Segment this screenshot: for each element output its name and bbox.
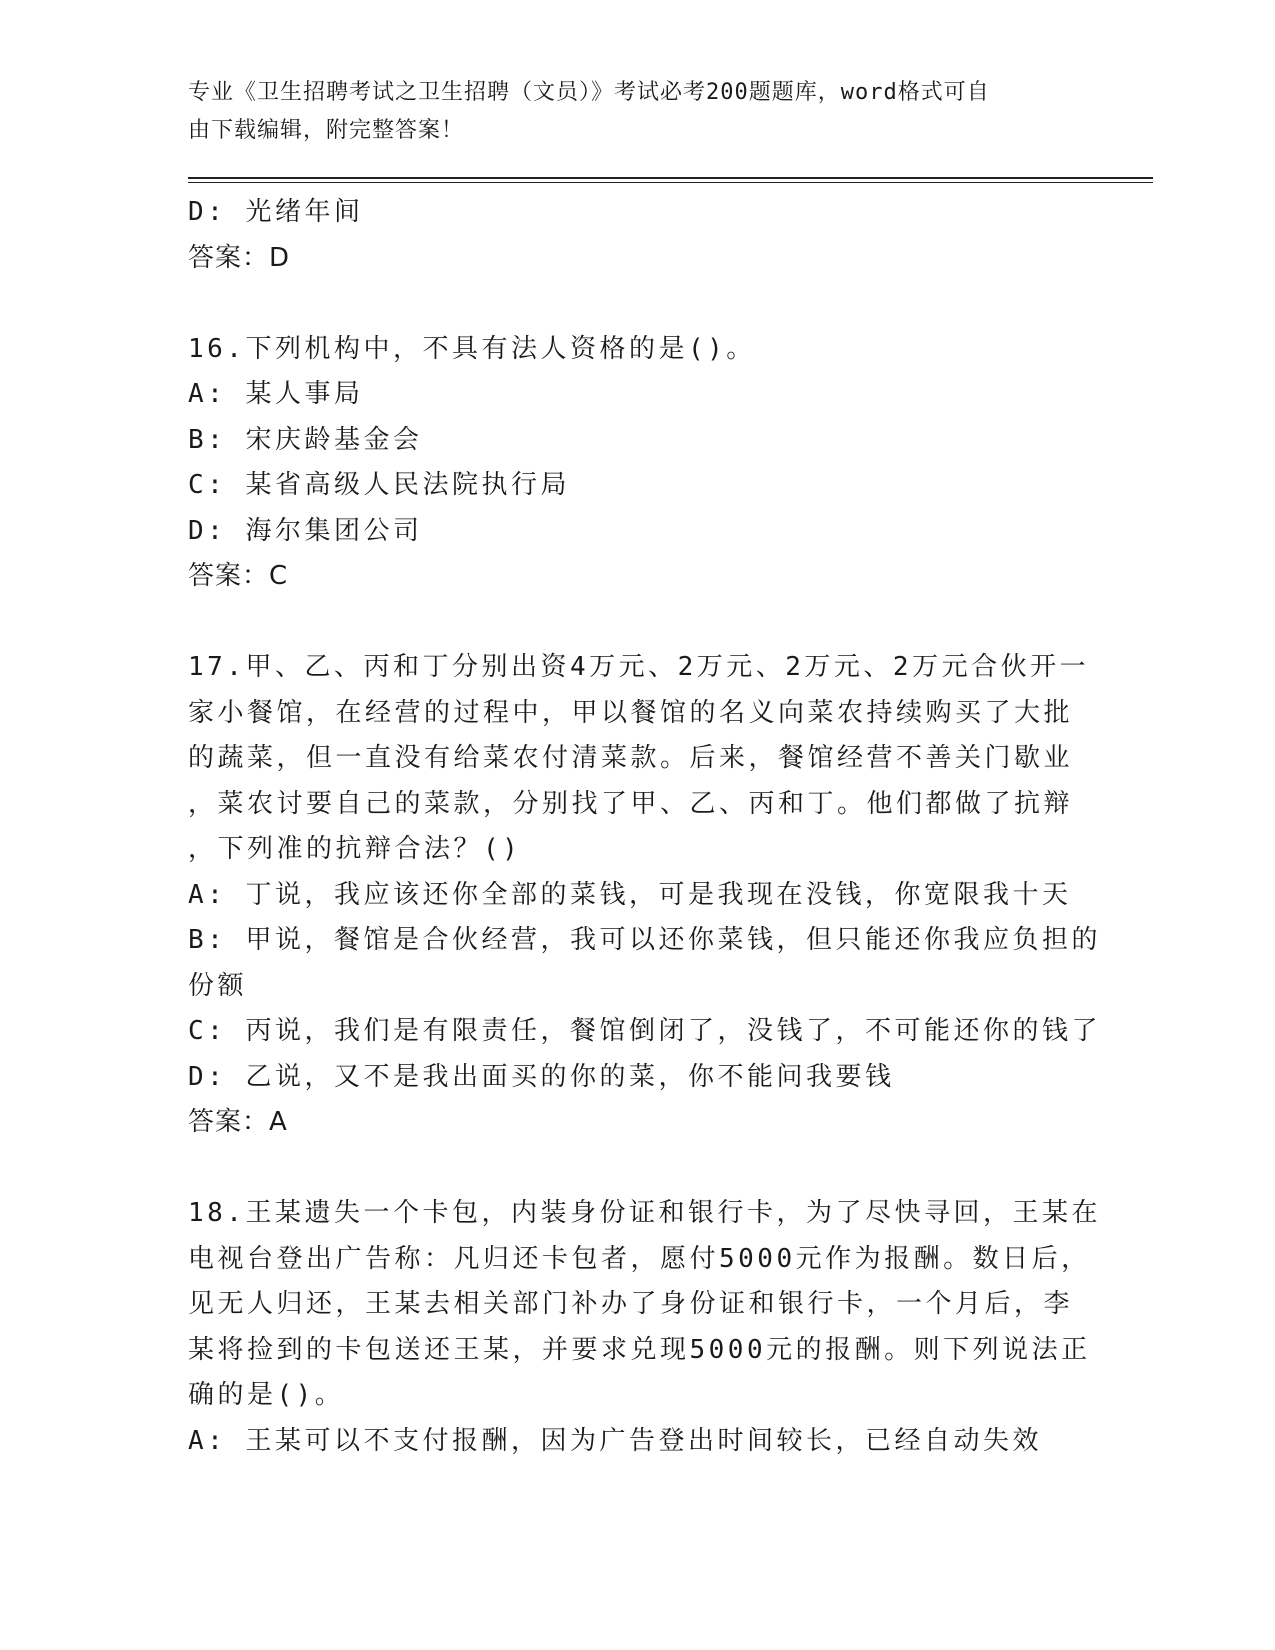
q17-stem-line: 家小餐馆，在经营的过程中，甲以餐馆的名义向菜农持续购买了大批 (188, 697, 1074, 728)
q16-option-a: A: 某人事局 (188, 379, 364, 409)
header-divider (188, 177, 1153, 179)
question-content (188, 190, 1101, 1464)
q17-answer: 答案：A (188, 1107, 288, 1137)
q18-stem-line: 确的是()。 (188, 1380, 345, 1410)
q17-option-d: D: 乙说，又不是我出面买的你的菜，你不能问我要钱 (188, 1061, 895, 1092)
q18-option-a: A: 王某可以不支付报酬，因为广告登出时间较长，已经自动失效 (188, 1425, 1042, 1456)
q16-answer: 答案：C (188, 561, 289, 591)
q17-option-a: A: 丁说，我应该还你全部的菜钱，可是我现在没钱，你宽限我十天 (188, 879, 1072, 910)
header-divider-thin (188, 182, 1153, 183)
q18-stem-line: 见无人归还，王某去相关部门补办了身份证和银行卡，一个月后，李 (188, 1289, 1074, 1319)
q18-stem-line: 18.王某遗失一个卡包，内装身份证和银行卡，为了尽快寻回，王某在 (188, 1198, 1101, 1228)
question-16 (188, 327, 1088, 600)
header-line-1: 专业《卫生招聘考试之卫生招聘（文员）》考试必考200题题库，word格式可自 (188, 80, 990, 105)
q17-stem-line: ，下列准的抗辩合法？() (188, 834, 522, 864)
q18-stem-line: 电视台登出广告称：凡归还卡包者，愿付5000元作为报酬。数日后， (188, 1243, 1091, 1274)
page-header (188, 74, 1088, 150)
q15-option-d: D: 光绪年间 (188, 197, 364, 227)
question-17 (188, 645, 1101, 1146)
q17-stem-line: ，菜农讨要自己的菜款，分别找了甲、乙、丙和丁。他们都做了抗辩 (188, 788, 1074, 819)
q16-option-d: D: 海尔集团公司 (188, 515, 423, 546)
q17-stem-line: 的蔬菜，但一直没有给菜农付清菜款。后来，餐馆经营不善关门歇业 (188, 743, 1074, 773)
q16-option-b: B: 宋庆龄基金会 (188, 424, 423, 455)
q17-option-b: B: 甲说，餐馆是合伙经营，我可以还你菜钱，但只能还你我应负担的 (188, 925, 1101, 955)
q18-stem-line: 某将捡到的卡包送还王某，并要求兑现5000元的报酬。则下列说法正 (188, 1334, 1091, 1365)
q17-stem-line: 17.甲、乙、丙和丁分别出资4万元、2万元、2万元、2万元合伙开一 (188, 652, 1090, 682)
question-15-tail (188, 190, 1088, 281)
q16-option-c: C: 某省高级人民法院执行局 (188, 470, 570, 500)
q15-answer: 答案：D (188, 242, 291, 273)
q17-option-b-cont: 份额 (188, 970, 248, 1001)
header-line-2: 由下载编辑，附完整答案！ (188, 118, 465, 143)
question-18 (188, 1191, 1101, 1464)
q17-option-c: C: 丙说，我们是有限责任，餐馆倒闭了，没钱了，不可能还你的钱了 (188, 1016, 1101, 1046)
q16-stem: 16.下列机构中，不具有法人资格的是()。 (188, 333, 756, 364)
